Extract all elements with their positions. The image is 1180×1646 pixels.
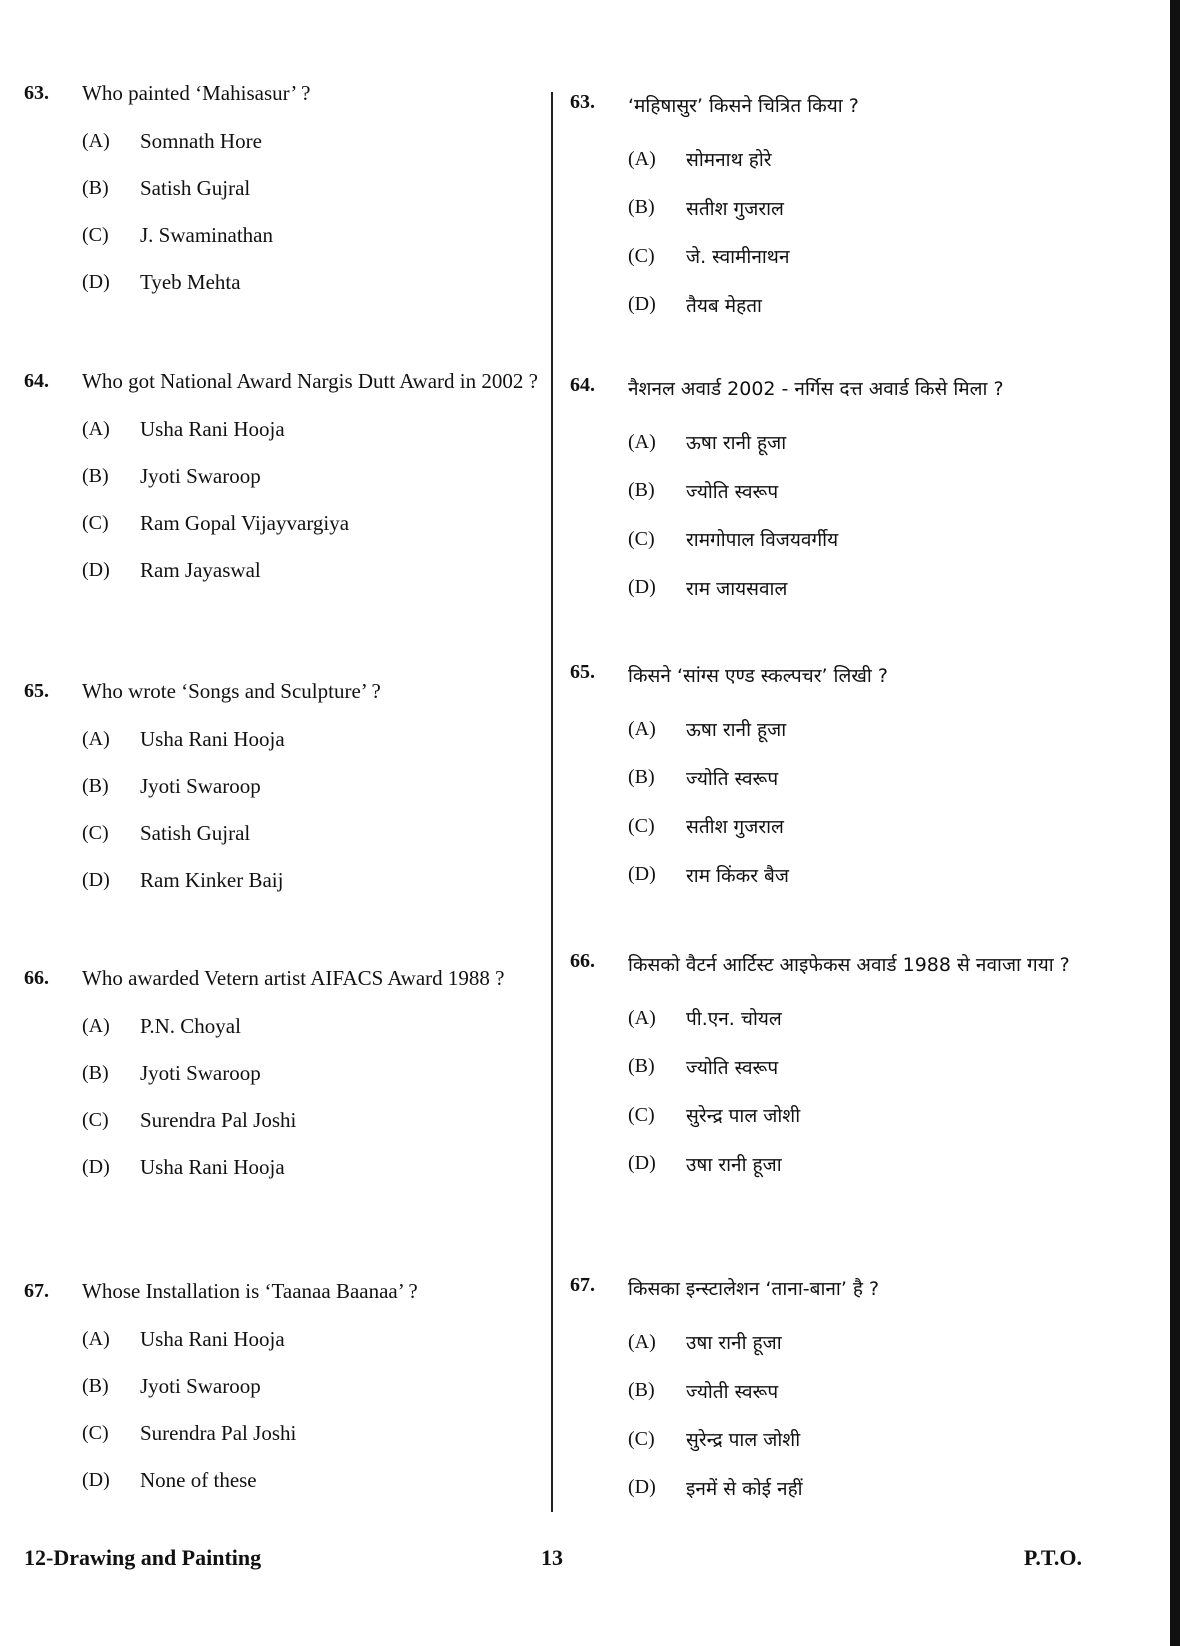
option-a [570, 705, 1090, 754]
option-a [24, 1003, 544, 1050]
question-number: 65. [570, 661, 595, 683]
question-number: 66. [570, 950, 595, 972]
option-b [570, 754, 1090, 803]
option-d [24, 547, 544, 594]
option-c [570, 515, 1090, 564]
option-c [570, 232, 1090, 281]
option-text: जे. स्वामीनाथन [686, 246, 790, 269]
option-text: Ram Kinker Baij [140, 868, 284, 892]
option-text: Jyoti Swaroop [140, 1374, 261, 1398]
option-text: सतीश गुजराल [686, 816, 784, 839]
option-text: Tyeb Mehta [140, 270, 241, 294]
footer-subject: 12-Drawing and Painting [24, 1545, 262, 1570]
option-c [24, 1410, 544, 1457]
option-label: (B) [628, 766, 655, 789]
option-label: (A) [628, 717, 656, 740]
option-text: सोमनाथ होरे [686, 149, 772, 172]
question-67-hi [570, 1272, 1090, 1512]
option-label: (A) [82, 728, 110, 750]
option-label: (D) [628, 293, 656, 316]
option-label: (C) [82, 512, 109, 534]
option-c [24, 212, 544, 259]
option-text: Jyoti Swaroop [140, 464, 261, 488]
option-text: Usha Rani Hooja [140, 417, 285, 441]
option-text: ज्योति स्वरूप [686, 1056, 779, 1079]
option-a [24, 716, 544, 763]
option-c [24, 1097, 544, 1144]
option-label: (D) [628, 863, 656, 886]
option-text: इनमें से कोई नहीं [686, 1477, 803, 1500]
option-text: ज्योति स्वरूप [686, 767, 779, 790]
option-label: (D) [82, 1469, 110, 1491]
option-text: Usha Rani Hooja [140, 727, 285, 751]
question-65-hi [570, 659, 1090, 899]
option-text: Ram Gopal Vijayvargiya [140, 511, 350, 535]
option-label: (A) [82, 1015, 110, 1037]
question-text: किसको वैटर्न आर्टिस्ट आइफेकस अवार्ड 1988 से नवाजा गया ? [628, 954, 1070, 976]
option-d [570, 281, 1090, 330]
question-66-hi [570, 948, 1090, 1188]
option-text: Jyoti Swaroop [140, 1061, 261, 1085]
option-text: उषा रानी हूजा [686, 1153, 782, 1176]
option-text: सतीश गुजराल [686, 197, 784, 220]
question-number: 64. [24, 370, 49, 392]
question-text: ‘महिषासुर’ किसने चित्रित किया ? [628, 95, 859, 117]
question-text: Who awarded Vetern artist AIFACS Award 1988 ? [82, 966, 505, 990]
option-text: Jyoti Swaroop [140, 774, 261, 798]
option-a [570, 994, 1090, 1043]
option-label: (A) [82, 418, 110, 440]
option-a [570, 418, 1090, 467]
question-number: 63. [24, 82, 49, 104]
option-text: सुरेन्द्र पाल जोशी [686, 1429, 801, 1452]
option-text: Usha Rani Hooja [140, 1327, 285, 1351]
option-c [570, 802, 1090, 851]
option-text: None of these [140, 1468, 257, 1492]
option-label: (D) [82, 1156, 110, 1178]
option-c [570, 1091, 1090, 1140]
question-number: 65. [24, 680, 49, 702]
option-a [570, 135, 1090, 184]
option-label: (A) [82, 1328, 110, 1350]
question-66-en [24, 965, 544, 1191]
question-text: Who got National Award Nargis Dutt Award in 2002 ? [82, 369, 538, 393]
question-65-en [24, 678, 544, 904]
option-label: (B) [82, 775, 109, 797]
option-c [570, 1415, 1090, 1464]
option-b [24, 1050, 544, 1097]
option-label: (B) [628, 479, 655, 502]
option-label: (C) [628, 1103, 655, 1126]
option-b [24, 1363, 544, 1410]
option-text: राम जायसवाल [686, 577, 788, 600]
option-text: ज्योती स्वरूप [686, 1380, 779, 1403]
option-label: (A) [82, 130, 110, 152]
option-text: उषा रानी हूजा [686, 1332, 782, 1355]
option-text: रामगोपाल विजयवर्गीय [686, 529, 839, 552]
option-label: (C) [82, 224, 109, 246]
option-text: J. Swaminathan [140, 223, 273, 247]
option-label: (B) [82, 1375, 109, 1397]
option-text: Surendra Pal Joshi [140, 1421, 297, 1445]
question-number: 66. [24, 967, 49, 989]
option-c [24, 810, 544, 857]
question-64-hi [570, 372, 1090, 612]
option-text: राम किंकर बैज [686, 864, 789, 887]
option-b [24, 763, 544, 810]
option-c [24, 500, 544, 547]
question-text: Who painted ‘Mahisasur’ ? [82, 81, 311, 105]
option-text: Usha Rani Hooja [140, 1155, 285, 1179]
option-d [24, 1144, 544, 1191]
question-text: Whose Installation is ‘Taanaa Baanaa’ ? [82, 1279, 418, 1303]
option-text: तैयब मेहता [686, 294, 762, 317]
option-text: ऊषा रानी हूजा [686, 432, 787, 455]
question-63-hi [570, 89, 1090, 329]
option-a [24, 118, 544, 165]
option-text: Ram Jayaswal [140, 558, 261, 582]
option-label: (D) [82, 869, 110, 891]
option-label: (B) [628, 196, 655, 219]
option-label: (D) [628, 576, 656, 599]
option-text: Satish Gujral [140, 821, 251, 845]
page-footer [0, 1545, 1180, 1575]
page-edge-bar [1170, 0, 1180, 1646]
question-number: 67. [24, 1280, 49, 1302]
footer-page-number: 13 [541, 1545, 563, 1570]
option-label: (D) [628, 1152, 656, 1175]
option-label: (C) [628, 244, 655, 267]
option-b [24, 453, 544, 500]
option-b [570, 467, 1090, 516]
question-64-en [24, 368, 544, 594]
option-label: (D) [82, 271, 110, 293]
option-d [24, 857, 544, 904]
option-d [24, 259, 544, 306]
option-text: सुरेन्द्र पाल जोशी [686, 1105, 801, 1128]
question-63-en [24, 80, 544, 306]
question-text: किसका इन्स्टालेशन ‘ताना-बाना’ है ? [628, 1278, 880, 1300]
question-67-en [24, 1278, 544, 1504]
option-label: (B) [628, 1379, 655, 1402]
option-label: (A) [628, 430, 656, 453]
option-text: Surendra Pal Joshi [140, 1108, 297, 1132]
option-label: (C) [82, 1109, 109, 1131]
option-label: (C) [628, 527, 655, 550]
option-d [24, 1457, 544, 1504]
question-number: 67. [570, 1274, 595, 1296]
option-text: ज्योति स्वरूप [686, 480, 779, 503]
question-text: Who wrote ‘Songs and Sculpture’ ? [82, 679, 381, 703]
option-text: Satish Gujral [140, 176, 251, 200]
option-label: (B) [82, 177, 109, 199]
option-label: (A) [628, 147, 656, 170]
option-label: (C) [82, 822, 109, 844]
option-label: (C) [82, 1422, 109, 1444]
column-divider [551, 92, 553, 1512]
question-text: नैशनल अवार्ड 2002 - नर्गिस दत्त अवार्ड किसे मिला ? [628, 378, 1004, 400]
option-label: (D) [82, 559, 110, 581]
question-text: किसने ‘सांग्स एण्ड स्कल्पचर’ लिखी ? [628, 665, 888, 687]
option-label: (C) [628, 1427, 655, 1450]
option-text: Somnath Hore [140, 129, 262, 153]
option-d [570, 1140, 1090, 1189]
option-text: ऊषा रानी हूजा [686, 719, 787, 742]
option-b [570, 1043, 1090, 1092]
option-a [24, 1316, 544, 1363]
option-label: (B) [82, 465, 109, 487]
option-b [24, 165, 544, 212]
option-a [24, 406, 544, 453]
option-d [570, 1464, 1090, 1513]
footer-pto: P.T.O. [1023, 1545, 1082, 1570]
option-d [570, 851, 1090, 900]
question-number: 63. [570, 91, 595, 113]
option-label: (B) [628, 1055, 655, 1078]
question-number: 64. [570, 374, 595, 396]
option-b [570, 184, 1090, 233]
option-label: (B) [82, 1062, 109, 1084]
option-text: P.N. Choyal [140, 1014, 241, 1038]
option-a [570, 1318, 1090, 1367]
option-label: (C) [628, 814, 655, 837]
option-text: पी.एन. चोयल [686, 1008, 782, 1031]
option-b [570, 1367, 1090, 1416]
option-d [570, 564, 1090, 613]
option-label: (D) [628, 1476, 656, 1499]
option-label: (A) [628, 1330, 656, 1353]
option-label: (A) [628, 1006, 656, 1029]
